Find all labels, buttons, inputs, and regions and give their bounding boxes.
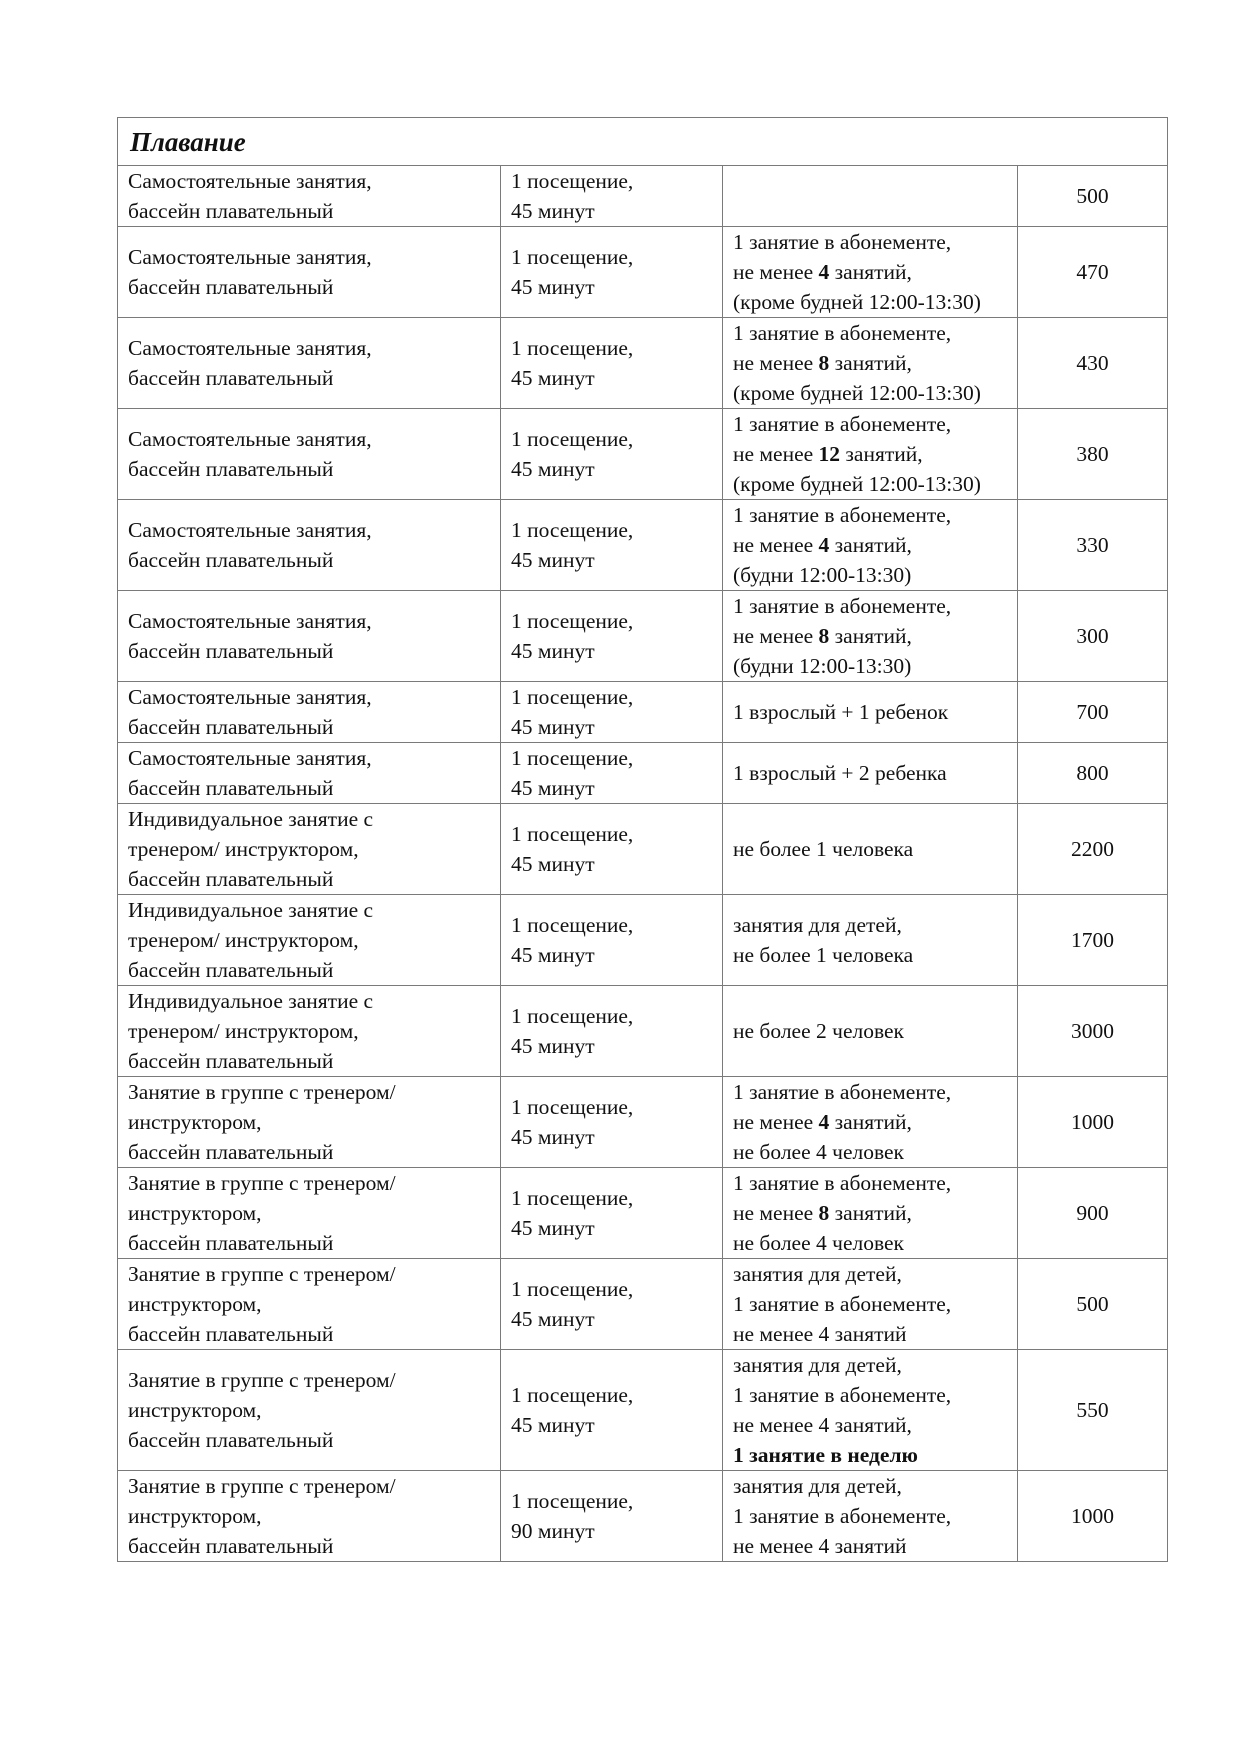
- condition-count: 12: [818, 442, 841, 466]
- price-cell: 430: [1018, 318, 1168, 409]
- service-line: Самостоятельные занятия,: [128, 746, 372, 770]
- condition-text: не менее: [733, 1201, 819, 1225]
- section-header-row: [118, 118, 1168, 166]
- service-line: Занятие в группе с тренером/: [128, 1080, 396, 1104]
- visit-line: 45 минут: [511, 457, 595, 481]
- conditions-cell: [723, 1168, 1018, 1259]
- visit-cell: [501, 500, 723, 591]
- condition-text: занятий,: [840, 442, 923, 466]
- condition-text: занятий,: [829, 260, 912, 284]
- price-cell: 800: [1018, 743, 1168, 804]
- service-line: инструктором,: [128, 1504, 262, 1528]
- price-cell: 300: [1018, 591, 1168, 682]
- condition-line: не более 1 человека: [733, 837, 914, 861]
- visit-line: 1 посещение,: [511, 913, 634, 937]
- table-row: [118, 1350, 1168, 1471]
- table-row: [118, 1168, 1168, 1259]
- service-cell: [118, 409, 501, 500]
- table-row: [118, 1259, 1168, 1350]
- service-cell: [118, 227, 501, 318]
- condition-line: (будни 12:00-13:30): [733, 654, 912, 678]
- condition-line: не более 2 человек: [733, 1019, 904, 1043]
- condition-line-bold: 1 занятие в неделю: [733, 1443, 918, 1467]
- price-cell: 1700: [1018, 895, 1168, 986]
- conditions-cell: [723, 804, 1018, 895]
- visit-line: 45 минут: [511, 199, 595, 223]
- visit-cell: [501, 1077, 723, 1168]
- table-row: [118, 227, 1168, 318]
- service-cell: [118, 591, 501, 682]
- price-cell: 3000: [1018, 986, 1168, 1077]
- condition-line: [733, 530, 1007, 560]
- service-line: инструктором,: [128, 1201, 262, 1225]
- service-line: Индивидуальное занятие с: [128, 898, 374, 922]
- conditions-cell: [723, 500, 1018, 591]
- condition-line: (кроме будней 12:00-13:30): [733, 381, 981, 405]
- condition-line: 1 взрослый + 1 ребенок: [733, 700, 949, 724]
- visit-line: 45 минут: [511, 1216, 595, 1240]
- condition-line: не более 4 человек: [733, 1140, 904, 1164]
- condition-line: [733, 1198, 1007, 1228]
- visit-line: 1 посещение,: [511, 1383, 634, 1407]
- service-line: Занятие в группе с тренером/: [128, 1262, 396, 1286]
- condition-line: не менее 4 занятий: [733, 1322, 907, 1346]
- service-line: бассейн плавательный: [128, 1322, 334, 1346]
- price-cell: 2200: [1018, 804, 1168, 895]
- visit-line: 45 минут: [511, 639, 595, 663]
- conditions-cell: [723, 1350, 1018, 1471]
- table-row: [118, 500, 1168, 591]
- visit-line: 1 посещение,: [511, 1004, 634, 1028]
- service-cell: [118, 804, 501, 895]
- service-line: инструктором,: [128, 1398, 262, 1422]
- service-line: бассейн плавательный: [128, 1049, 334, 1073]
- condition-line: 1 занятие в абонементе,: [733, 1171, 952, 1195]
- condition-text: не менее: [733, 442, 819, 466]
- conditions-cell: [723, 318, 1018, 409]
- condition-line: [733, 439, 1007, 469]
- price-cell: 500: [1018, 1259, 1168, 1350]
- conditions-cell: [723, 682, 1018, 743]
- visit-cell: [501, 1471, 723, 1562]
- service-line: бассейн плавательный: [128, 1140, 334, 1164]
- conditions-cell: [723, 1077, 1018, 1168]
- service-line: Самостоятельные занятия,: [128, 609, 372, 633]
- table-row: [118, 409, 1168, 500]
- conditions-cell: [723, 166, 1018, 227]
- service-line: тренером/ инструктором,: [128, 1019, 359, 1043]
- condition-line: 1 взрослый + 2 ребенка: [733, 761, 947, 785]
- service-line: бассейн плавательный: [128, 715, 334, 739]
- condition-line: [733, 1107, 1007, 1137]
- condition-count: 4: [818, 533, 830, 557]
- visit-line: 1 посещение,: [511, 822, 634, 846]
- service-line: Индивидуальное занятие с: [128, 989, 374, 1013]
- service-line: бассейн плавательный: [128, 867, 334, 891]
- visit-line: 1 посещение,: [511, 609, 634, 633]
- price-cell: 330: [1018, 500, 1168, 591]
- table-row: [118, 804, 1168, 895]
- table-row: [118, 1077, 1168, 1168]
- service-line: бассейн плавательный: [128, 1428, 334, 1452]
- price-cell: 1000: [1018, 1471, 1168, 1562]
- visit-line: 90 минут: [511, 1519, 595, 1543]
- service-line: Самостоятельные занятия,: [128, 336, 372, 360]
- visit-cell: [501, 986, 723, 1077]
- conditions-cell: [723, 591, 1018, 682]
- condition-line: 1 занятие в абонементе,: [733, 594, 952, 618]
- service-cell: [118, 895, 501, 986]
- visit-cell: [501, 409, 723, 500]
- table-row: [118, 1471, 1168, 1562]
- conditions-cell: [723, 409, 1018, 500]
- table-row: [118, 166, 1168, 227]
- condition-line: занятия для детей,: [733, 1474, 902, 1498]
- visit-cell: [501, 804, 723, 895]
- price-cell: 380: [1018, 409, 1168, 500]
- section-title: Плавание: [118, 118, 1168, 166]
- condition-line: занятия для детей,: [733, 913, 902, 937]
- price-table: [117, 117, 1168, 1562]
- service-line: бассейн плавательный: [128, 958, 334, 982]
- visit-line: 1 посещение,: [511, 1277, 634, 1301]
- conditions-cell: [723, 895, 1018, 986]
- condition-text: занятий,: [829, 533, 912, 557]
- condition-line: [733, 257, 1007, 287]
- table-row: [118, 743, 1168, 804]
- visit-cell: [501, 166, 723, 227]
- condition-line: занятия для детей,: [733, 1353, 902, 1377]
- condition-count: 8: [818, 1201, 830, 1225]
- conditions-cell: [723, 227, 1018, 318]
- service-line: бассейн плавательный: [128, 275, 334, 299]
- condition-text: не менее: [733, 351, 819, 375]
- conditions-cell: [723, 743, 1018, 804]
- visit-line: 45 минут: [511, 366, 595, 390]
- conditions-cell: [723, 986, 1018, 1077]
- service-line: Занятие в группе с тренером/: [128, 1474, 396, 1498]
- service-cell: [118, 318, 501, 409]
- condition-line: 1 занятие в абонементе,: [733, 503, 952, 527]
- service-line: Самостоятельные занятия,: [128, 518, 372, 542]
- conditions-cell: [723, 1259, 1018, 1350]
- visit-line: 1 посещение,: [511, 685, 634, 709]
- visit-line: 45 минут: [511, 852, 595, 876]
- condition-count: 8: [818, 351, 830, 375]
- visit-line: 45 минут: [511, 548, 595, 572]
- service-line: Самостоятельные занятия,: [128, 245, 372, 269]
- visit-line: 1 посещение,: [511, 1095, 634, 1119]
- condition-count: 4: [818, 260, 830, 284]
- service-line: Занятие в группе с тренером/: [128, 1171, 396, 1195]
- condition-line: 1 занятие в абонементе,: [733, 1080, 952, 1104]
- condition-text: не менее: [733, 260, 819, 284]
- price-table-body: [118, 118, 1168, 1562]
- condition-count: 4: [818, 1110, 830, 1134]
- visit-cell: [501, 227, 723, 318]
- service-line: тренером/ инструктором,: [128, 928, 359, 952]
- condition-text: не менее: [733, 624, 819, 648]
- condition-line: 1 занятие в абонементе,: [733, 412, 952, 436]
- visit-line: 45 минут: [511, 1125, 595, 1149]
- service-cell: [118, 986, 501, 1077]
- service-line: Самостоятельные занятия,: [128, 169, 372, 193]
- service-line: тренером/ инструктором,: [128, 837, 359, 861]
- condition-text: занятий,: [829, 624, 912, 648]
- service-cell: [118, 682, 501, 743]
- service-line: Индивидуальное занятие с: [128, 807, 374, 831]
- service-line: Самостоятельные занятия,: [128, 427, 372, 451]
- visit-line: 1 посещение,: [511, 245, 634, 269]
- conditions-cell: [723, 1471, 1018, 1562]
- service-cell: [118, 1471, 501, 1562]
- table-row: [118, 591, 1168, 682]
- price-cell: 500: [1018, 166, 1168, 227]
- visit-line: 45 минут: [511, 1413, 595, 1437]
- visit-line: 1 посещение,: [511, 1186, 634, 1210]
- visit-line: 1 посещение,: [511, 518, 634, 542]
- service-line: бассейн плавательный: [128, 776, 334, 800]
- condition-line: не более 1 человека: [733, 943, 914, 967]
- visit-line: 45 минут: [511, 943, 595, 967]
- condition-line: занятия для детей,: [733, 1262, 902, 1286]
- service-line: бассейн плавательный: [128, 366, 334, 390]
- table-row: [118, 986, 1168, 1077]
- service-cell: [118, 1168, 501, 1259]
- service-cell: [118, 166, 501, 227]
- service-line: бассейн плавательный: [128, 1231, 334, 1255]
- condition-line: 1 занятие в абонементе,: [733, 1383, 952, 1407]
- visit-cell: [501, 591, 723, 682]
- visit-line: 1 посещение,: [511, 336, 634, 360]
- price-cell: 550: [1018, 1350, 1168, 1471]
- condition-line: 1 занятие в абонементе,: [733, 321, 952, 345]
- visit-line: 45 минут: [511, 1307, 595, 1331]
- condition-line: не менее 4 занятий,: [733, 1413, 912, 1437]
- service-cell: [118, 1259, 501, 1350]
- visit-line: 1 посещение,: [511, 746, 634, 770]
- visit-cell: [501, 1350, 723, 1471]
- condition-line: 1 занятие в абонементе,: [733, 230, 952, 254]
- visit-line: 1 посещение,: [511, 169, 634, 193]
- service-cell: [118, 1350, 501, 1471]
- service-cell: [118, 500, 501, 591]
- visit-cell: [501, 895, 723, 986]
- service-line: инструктором,: [128, 1292, 262, 1316]
- service-line: бассейн плавательный: [128, 1534, 334, 1558]
- condition-text: занятий,: [829, 1201, 912, 1225]
- service-line: бассейн плавательный: [128, 639, 334, 663]
- condition-count: 8: [818, 624, 830, 648]
- price-cell: 900: [1018, 1168, 1168, 1259]
- visit-line: 1 посещение,: [511, 427, 634, 451]
- visit-cell: [501, 318, 723, 409]
- condition-text: не менее: [733, 533, 819, 557]
- visit-line: 45 минут: [511, 275, 595, 299]
- condition-line: не менее 4 занятий: [733, 1534, 907, 1558]
- price-cell: 1000: [1018, 1077, 1168, 1168]
- visit-cell: [501, 1259, 723, 1350]
- condition-text: не менее: [733, 1110, 819, 1134]
- service-line: Занятие в группе с тренером/: [128, 1368, 396, 1392]
- price-cell: 700: [1018, 682, 1168, 743]
- service-cell: [118, 743, 501, 804]
- table-row: [118, 895, 1168, 986]
- condition-text: занятий,: [829, 351, 912, 375]
- table-row: [118, 318, 1168, 409]
- condition-line: (будни 12:00-13:30): [733, 563, 912, 587]
- service-line: бассейн плавательный: [128, 457, 334, 481]
- condition-line: [733, 348, 1007, 378]
- visit-line: 45 минут: [511, 715, 595, 739]
- condition-line: [733, 621, 1007, 651]
- condition-text: занятий,: [829, 1110, 912, 1134]
- service-line: бассейн плавательный: [128, 199, 334, 223]
- visit-line: 45 минут: [511, 1034, 595, 1058]
- service-cell: [118, 1077, 501, 1168]
- visit-line: 45 минут: [511, 776, 595, 800]
- condition-line: 1 занятие в абонементе,: [733, 1504, 952, 1528]
- visit-cell: [501, 743, 723, 804]
- visit-cell: [501, 682, 723, 743]
- visit-cell: [501, 1168, 723, 1259]
- condition-line: (кроме будней 12:00-13:30): [733, 290, 981, 314]
- service-line: инструктором,: [128, 1110, 262, 1134]
- condition-line: 1 занятие в абонементе,: [733, 1292, 952, 1316]
- service-line: бассейн плавательный: [128, 548, 334, 572]
- condition-line: (кроме будней 12:00-13:30): [733, 472, 981, 496]
- service-line: Самостоятельные занятия,: [128, 685, 372, 709]
- price-cell: 470: [1018, 227, 1168, 318]
- table-row: [118, 682, 1168, 743]
- visit-line: 1 посещение,: [511, 1489, 634, 1513]
- condition-line: не более 4 человек: [733, 1231, 904, 1255]
